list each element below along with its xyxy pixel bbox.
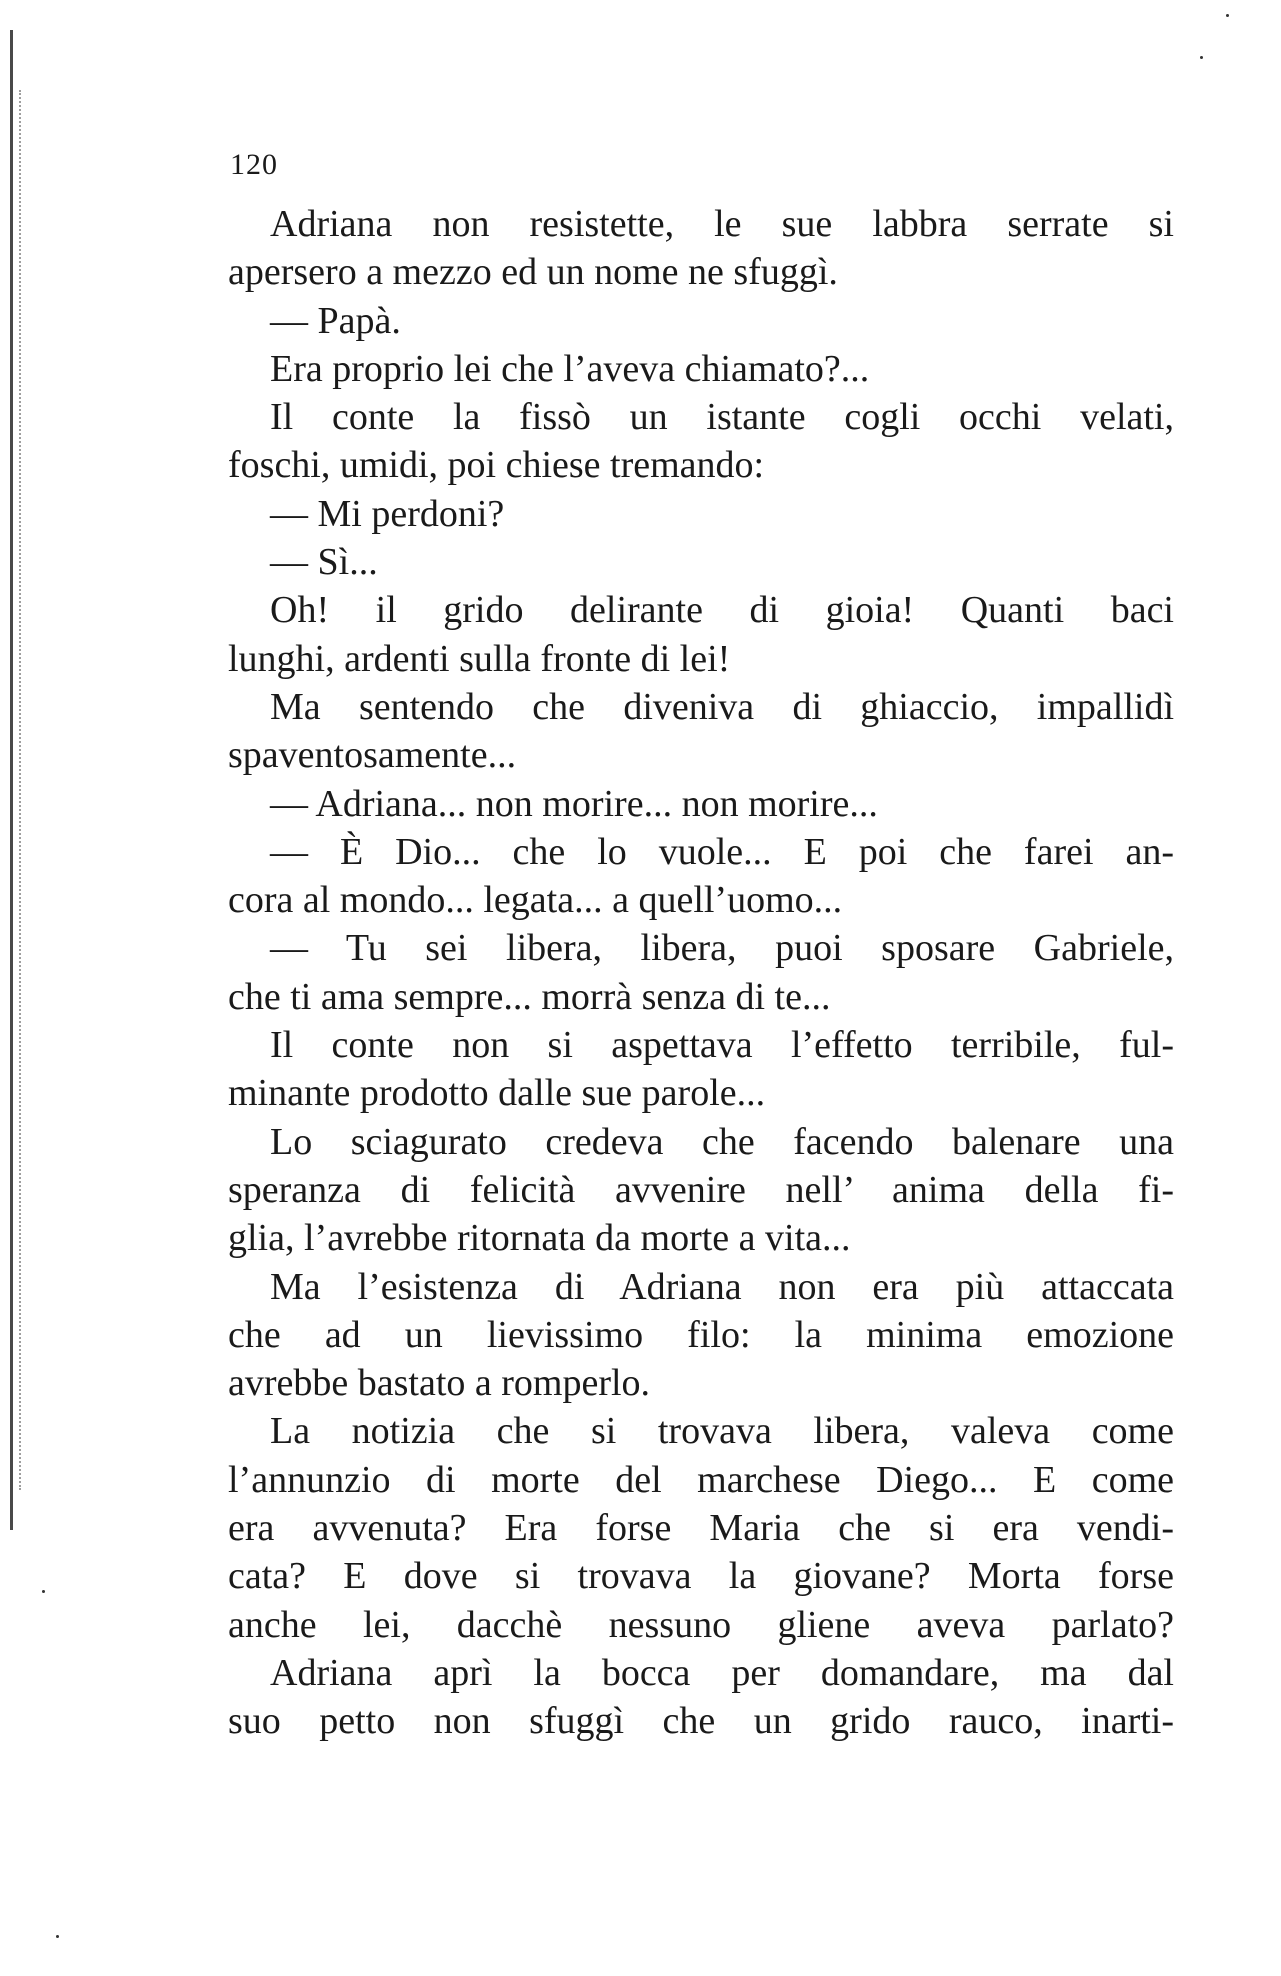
text-line: glia, l’avrebbe ritornata da morte a vita... xyxy=(228,1217,851,1260)
text-line: — Papà. xyxy=(270,299,401,342)
scan-speck xyxy=(1200,56,1203,59)
text-line: Era proprio lei che l’aveva chiamato?... xyxy=(270,347,870,390)
text-line: che ad un lievissimo filo: la minima emozione xyxy=(228,1313,1174,1356)
text-line: minante prodotto dalle sue parole... xyxy=(228,1072,766,1115)
body-text xyxy=(228,200,1174,1746)
text-line: anche lei, dacchè nessuno gliene aveva parlato? xyxy=(228,1603,1174,1646)
text-line: avrebbe bastato a romperlo. xyxy=(228,1362,651,1405)
text-line: — Sì... xyxy=(270,541,378,584)
scan-speck xyxy=(42,1590,45,1593)
text-line: Lo sciagurato credeva che facendo balenare una xyxy=(270,1120,1174,1163)
text-line: — È Dio... che lo vuole... E poi che farei an- xyxy=(270,830,1174,873)
text-line: l’annunzio di morte del marchese Diego... E come xyxy=(228,1458,1174,1501)
scan-speck xyxy=(56,1935,59,1938)
text-line: Il conte la fissò un istante cogli occhi velati, xyxy=(270,396,1174,439)
text-line: Il conte non si aspettava l’effetto terribile, ful- xyxy=(270,1024,1174,1067)
text-line: — Tu sei libera, libera, puoi sposare Gabriele, xyxy=(270,927,1174,970)
text-line: apersero a mezzo ed un nome ne sfuggì. xyxy=(228,251,838,294)
book-page xyxy=(228,148,1174,1746)
text-line: lunghi, ardenti sulla fronte di lei! xyxy=(228,637,731,680)
text-line: La notizia che si trovava libera, valeva come xyxy=(270,1410,1174,1453)
text-line: Adriana aprì la bocca per domandare, ma dal xyxy=(270,1651,1174,1694)
text-line: che ti ama sempre... morrà senza di te... xyxy=(228,975,831,1018)
text-line: spaventosamente... xyxy=(228,734,517,777)
page-number: 120 xyxy=(230,148,278,181)
text-line: Ma sentendo che diveniva di ghiaccio, impallidì xyxy=(270,685,1174,728)
text-line: — Mi perdoni? xyxy=(270,492,505,535)
text-line: suo petto non sfuggì che un grido rauco, inarti- xyxy=(228,1700,1174,1743)
text-line: Adriana non resistette, le sue labbra serrate si xyxy=(270,203,1174,245)
text-line: cora al mondo... legata... a quell’uomo... xyxy=(228,879,843,922)
binding-edge-shadow xyxy=(10,30,19,1530)
text-line: era avvenuta? Era forse Maria che si era vendi- xyxy=(228,1507,1174,1550)
text-line: speranza di felicità avvenire nell’ anima della fi- xyxy=(228,1168,1174,1211)
text-line: — Adriana... non morire... non morire... xyxy=(270,782,878,825)
text-line: Ma l’esistenza di Adriana non era più attaccata xyxy=(270,1265,1174,1308)
text-line: cata? E dove si trovava la giovane? Morta forse xyxy=(228,1555,1174,1598)
text-line: foschi, umidi, poi chiese tremando: xyxy=(228,444,765,487)
text-line: Oh! il grido delirante di gioia! Quanti baci xyxy=(270,589,1174,632)
scan-speck xyxy=(1226,14,1229,17)
